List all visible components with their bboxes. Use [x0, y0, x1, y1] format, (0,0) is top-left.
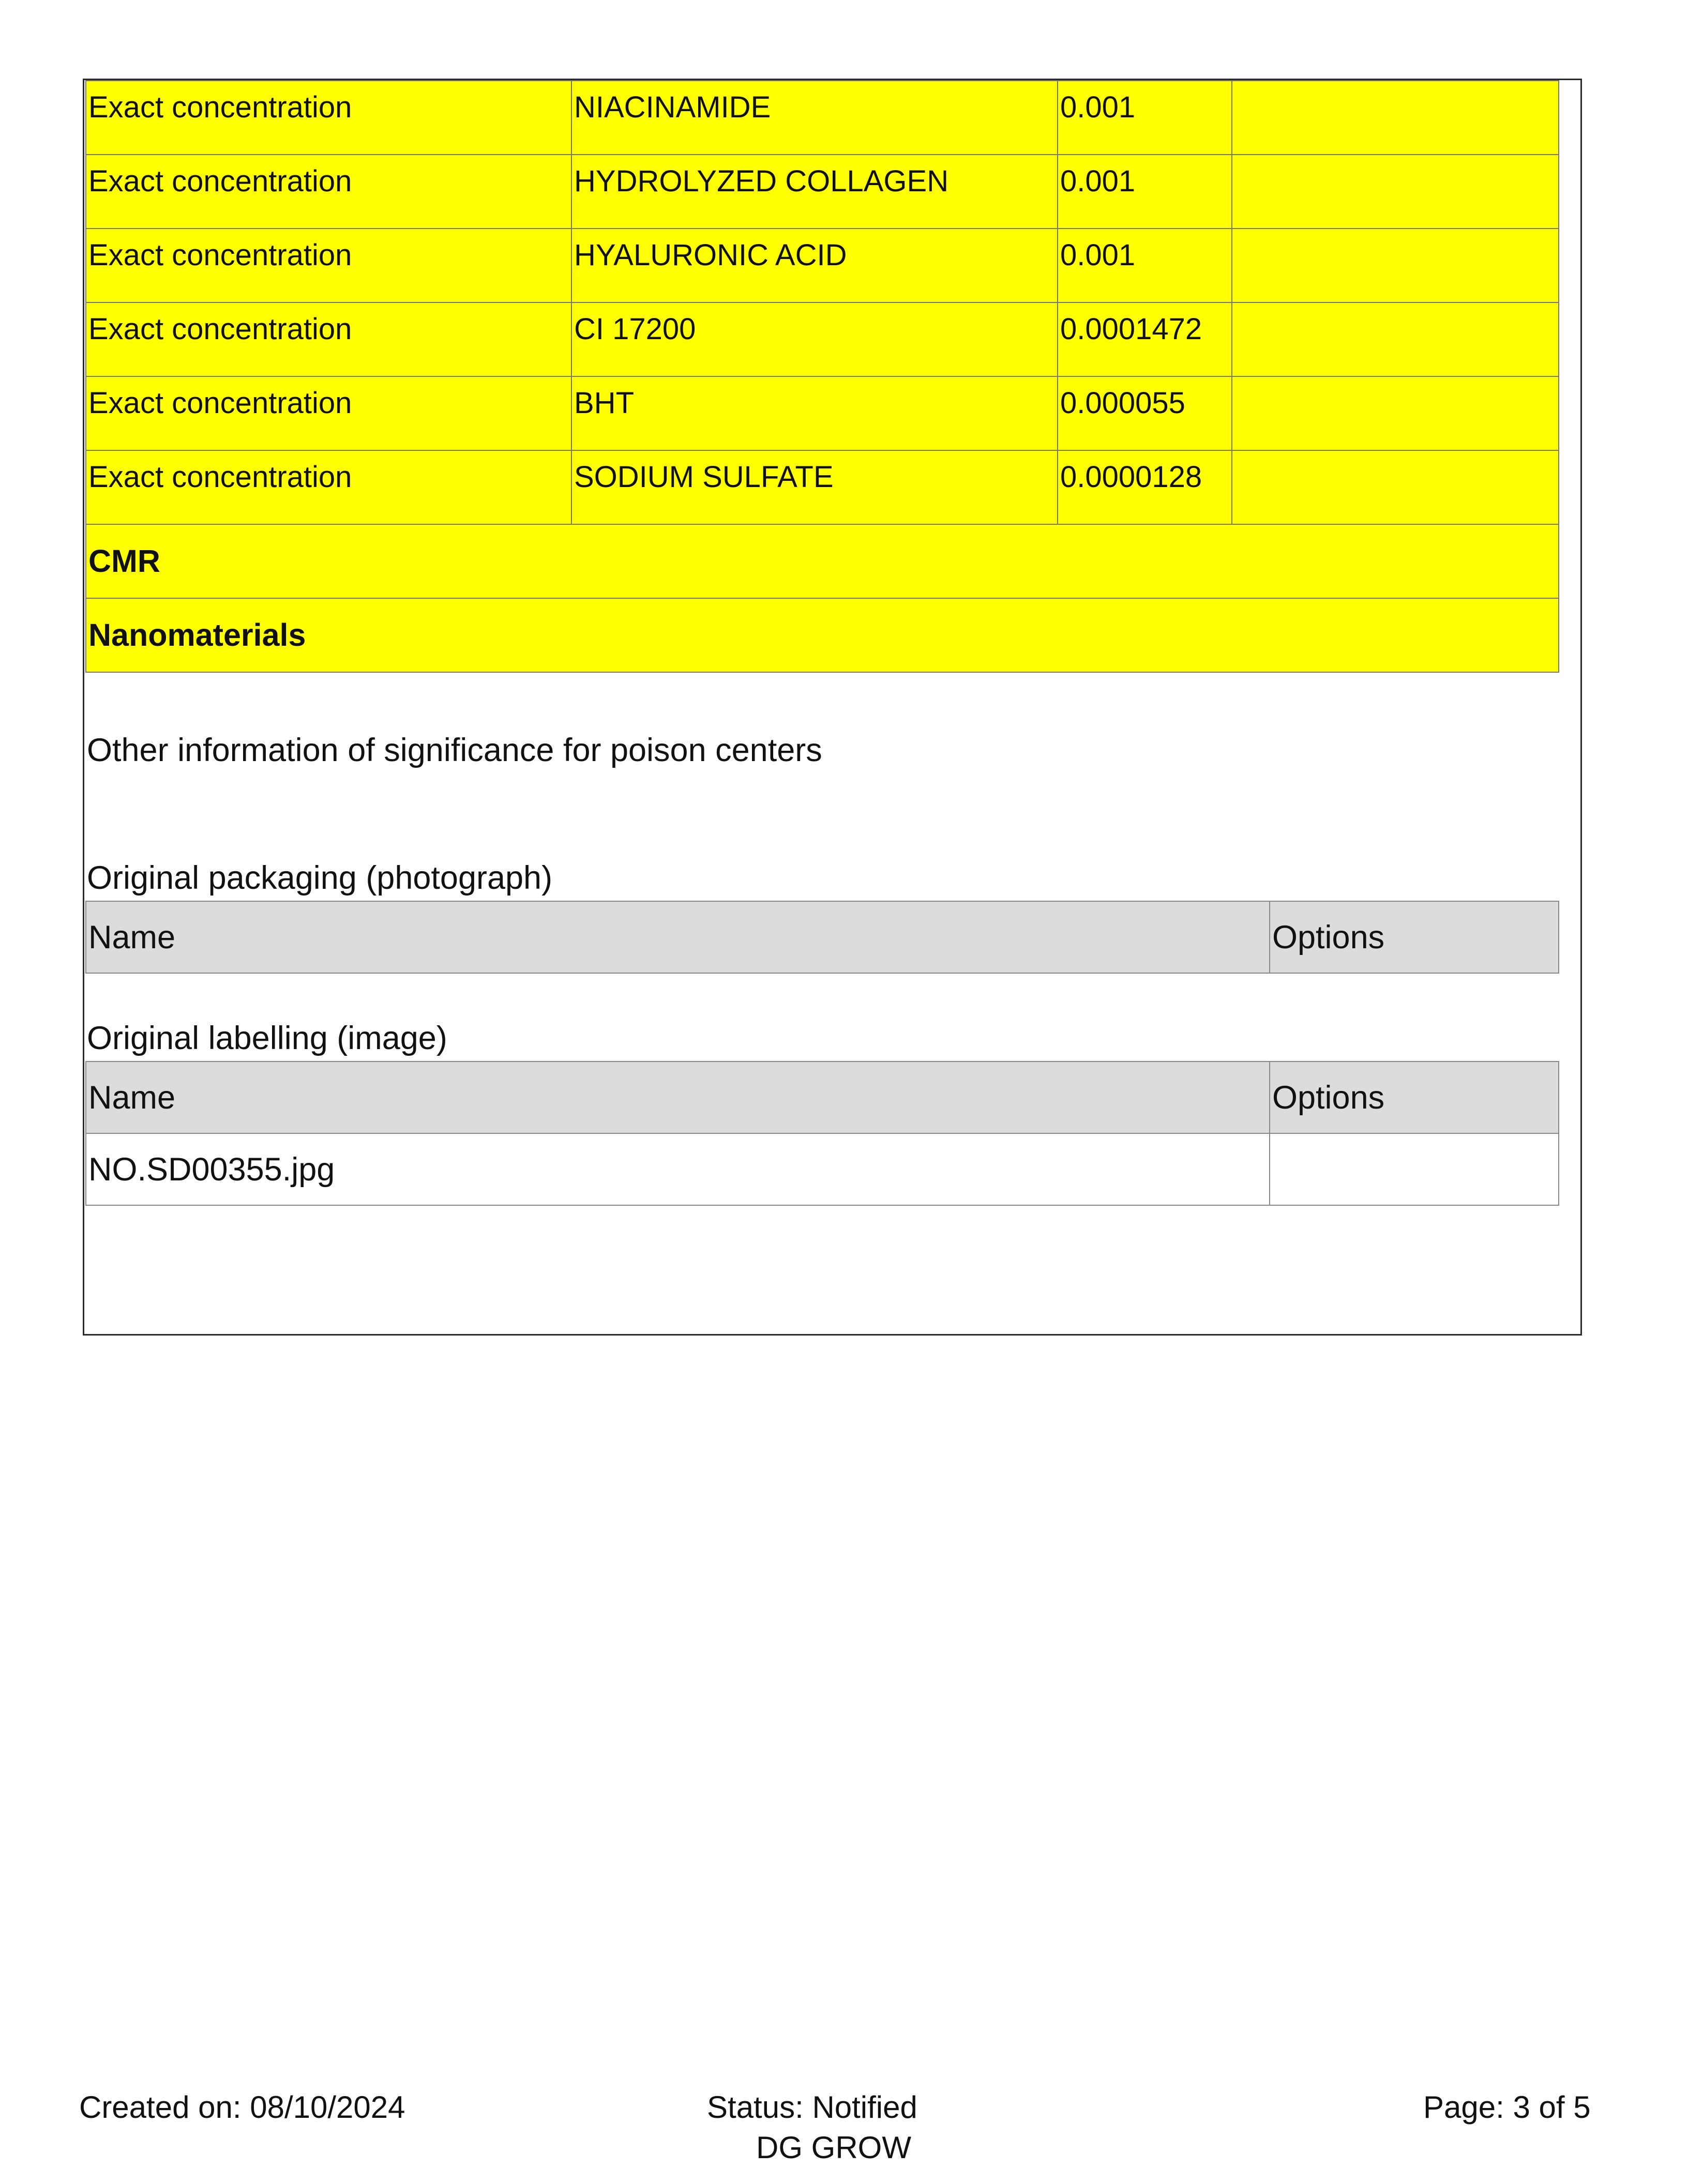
ingredient-name: NIACINAMIDE: [574, 90, 771, 124]
concentration-type: Exact concentration: [88, 90, 352, 124]
concentration-value-cell: [1058, 155, 1232, 229]
ingredient-name-cell: [571, 450, 1058, 524]
empty-cell: [1232, 450, 1559, 524]
ingredient-name: BHT: [574, 386, 634, 420]
cmr-heading-cell: [86, 524, 1559, 598]
column-header-options: Options: [1270, 1061, 1559, 1133]
ingredient-name-cell: [571, 81, 1058, 155]
column-header-options: Options: [1270, 901, 1559, 973]
table-row: [86, 302, 1559, 376]
labelling-table: [85, 1061, 1559, 1206]
ingredient-name: HYDROLYZED COLLAGEN: [574, 164, 949, 198]
organization-name: DG GROW: [756, 2130, 911, 2165]
concentration-value: 0.001: [1060, 164, 1136, 198]
concentration-value: 0.0000128: [1060, 460, 1202, 494]
page-of-label: of: [1530, 2090, 1574, 2125]
concentration-type: Exact concentration: [88, 238, 352, 272]
empty-cell: [1232, 376, 1559, 450]
concentration-value: 0.000055: [1060, 386, 1185, 420]
created-date: Created on: 08/10/2024: [79, 2090, 405, 2125]
ingredient-name-cell: [571, 229, 1058, 302]
page-indicator: [1423, 2092, 1591, 2123]
concentration-value-cell: [1058, 302, 1232, 376]
ingredient-name-cell: [571, 155, 1058, 229]
concentration-type-cell: [86, 155, 571, 229]
table-row: [86, 376, 1559, 450]
concentration-value: 0.001: [1060, 90, 1136, 124]
status-text: Status: Notified: [707, 2090, 917, 2125]
empty-cell: [1232, 81, 1559, 155]
column-header-name: Name: [86, 901, 1270, 973]
other-info-label: Other information of significance for poison centers: [87, 732, 822, 768]
concentration-value-cell: [1058, 81, 1232, 155]
file-options-cell: [1270, 1133, 1559, 1205]
empty-cell: [1232, 229, 1559, 302]
concentration-type: Exact concentration: [88, 386, 352, 420]
concentration-type-cell: [86, 302, 571, 376]
concentration-type: Exact concentration: [88, 164, 352, 198]
table-row: [86, 1133, 1559, 1205]
concentration-value: 0.001: [1060, 238, 1136, 272]
cmr-heading: CMR: [88, 543, 160, 579]
nanomaterials-heading: Nanomaterials: [88, 617, 306, 653]
concentration-value: 0.0001472: [1060, 312, 1202, 346]
concentration-type-cell: [86, 229, 571, 302]
table-row: [86, 450, 1559, 524]
table-row: [86, 81, 1559, 155]
concentration-value-cell: [1058, 229, 1232, 302]
empty-cell: [1232, 302, 1559, 376]
column-header-name: Name: [86, 1061, 1270, 1133]
ingredient-name-cell: [571, 302, 1058, 376]
packaging-heading: Original packaging (photograph): [87, 860, 553, 896]
table-row: [86, 155, 1559, 229]
empty-cell: [1232, 155, 1559, 229]
ingredients-table: [85, 80, 1559, 673]
section-row-cmr: [86, 524, 1559, 598]
ingredient-name: HYALURONIC ACID: [574, 238, 847, 272]
page-label: Page:: [1423, 2090, 1513, 2125]
table-header-row: [86, 901, 1559, 973]
concentration-type-cell: [86, 81, 571, 155]
table-header-row: [86, 1061, 1559, 1133]
concentration-value-cell: [1058, 376, 1232, 450]
page-current: 3: [1513, 2090, 1530, 2125]
ingredient-name: CI 17200: [574, 312, 696, 346]
table-row: [86, 229, 1559, 302]
section-row-nanomaterials: [86, 598, 1559, 672]
file-name-link[interactable]: NO.SD00355.jpg: [86, 1133, 1270, 1205]
concentration-type: Exact concentration: [88, 312, 352, 346]
concentration-value-cell: [1058, 450, 1232, 524]
concentration-type-cell: [86, 450, 571, 524]
nanomaterials-heading-cell: [86, 598, 1559, 672]
labelling-heading: Original labelling (image): [87, 1020, 447, 1056]
concentration-type: Exact concentration: [88, 460, 352, 494]
page-total: 5: [1573, 2090, 1591, 2125]
concentration-type-cell: [86, 376, 571, 450]
ingredient-name-cell: [571, 376, 1058, 450]
packaging-table: [85, 901, 1559, 974]
ingredient-name: SODIUM SULFATE: [574, 460, 834, 494]
